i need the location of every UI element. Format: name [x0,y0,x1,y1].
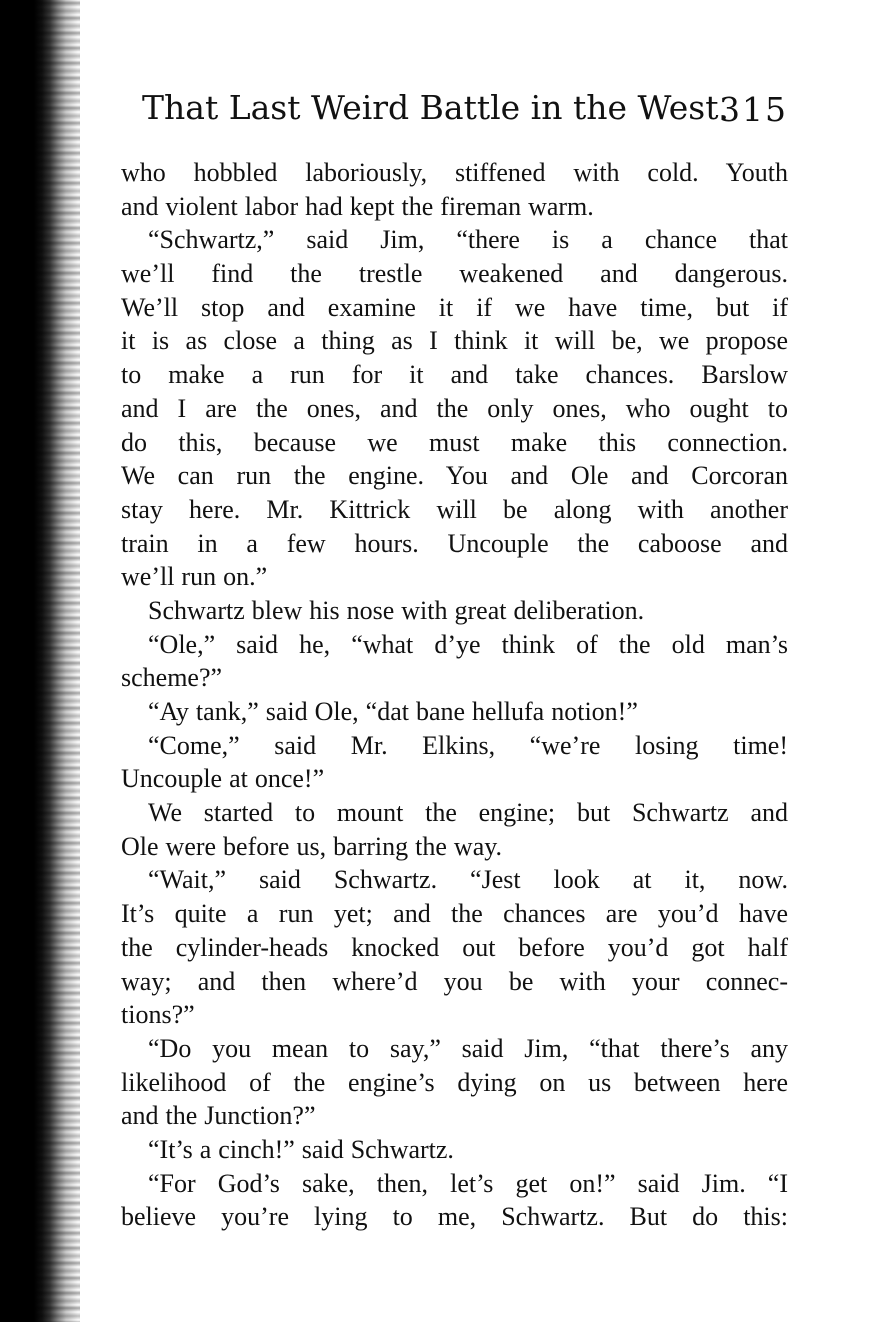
text-line: stay here. Mr. Kittrick will be along with another [121,494,788,524]
text-line: “Come,” said Mr. Elkins, “we’re losing time! [148,730,788,760]
text-line: do this, because we must make this connection. [121,427,788,457]
text-line: “Ay tank,” said Ole, “dat bane hellufa notion!” [148,697,638,726]
text-line: “Ole,” said he, “what d’ye think of the old man’s [148,629,788,659]
text-line: It’s quite a run yet; and the chances are you’d have [121,899,788,929]
text-line: scheme?” [121,663,223,693]
text-line: and the Junction?” [121,1101,316,1131]
body-text [121,156,788,1234]
text-line: We’ll stop and examine it if we have time, but if [121,292,788,322]
text-line: “It’s a cinch!” said Schwartz. [148,1134,454,1164]
page-header [142,84,792,136]
text-line: and I are the ones, and the only ones, who ought to [121,393,788,423]
text-line: “Wait,” said Schwartz. “Jest look at it, now. [148,865,788,895]
text-line: tions?” [121,1000,195,1030]
text-line: “For God’s sake, then, let’s get on!” said Jim. “I [148,1168,788,1198]
text-line: we’ll find the trestle weakened and dangerous. [121,259,788,289]
text-line: train in a few hours. Uncouple the caboose and [121,528,788,558]
text-line: We can run the engine. You and Ole and Corcoran [121,461,788,491]
page-number: 315 [719,90,788,129]
text-line: Uncouple at once!” [121,764,325,794]
text-line: Schwartz blew his nose with great deliberation. [148,595,645,625]
text-line: We started to mount the engine; but Schwartz and [148,798,788,828]
text-line: and violent labor had kept the fireman warm. [121,191,594,221]
text-line: it is as close a thing as I think it will be, we propose [121,326,788,356]
text-line: to make a run for it and take chances. Barslow [121,360,788,390]
text-line: believe you’re lying to me, Schwartz. But do this: [121,1202,788,1232]
text-line: “Schwartz,” said Jim, “there is a chance that [148,225,788,255]
text-line: likelihood of the engine’s dying on us between here [121,1067,788,1097]
running-head: That Last Weird Battle in the West. [142,88,729,127]
text-line: we’ll run on.” [121,562,268,592]
text-line: the cylinder-heads knocked out before you’d got half [121,932,788,962]
text-line: who hobbled laboriously, stiffened with cold. Youth [121,158,788,187]
text-line: way; and then where’d you be with your connec- [121,966,788,996]
text-line: “Do you mean to say,” said Jim, “that there’s any [148,1033,788,1063]
text-line: Ole were before us, barring the way. [121,831,503,861]
binding-shadow [0,0,80,1322]
